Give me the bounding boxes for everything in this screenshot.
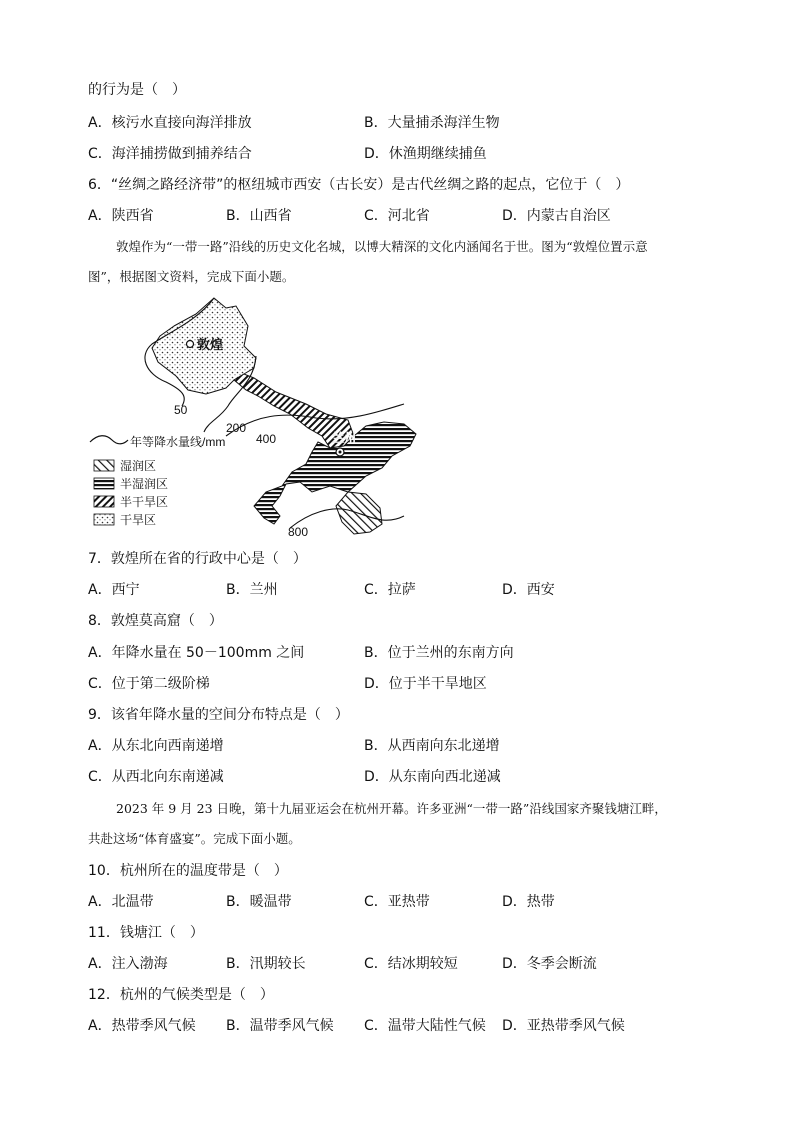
- city-label-dunhuang: 敦煌: [197, 337, 224, 352]
- legend-semi-humid-label: 半湿润区: [120, 477, 169, 491]
- q5-option-b: B．大量捕杀海洋生物: [364, 115, 500, 131]
- q8-option-d: D．位于半干旱地区: [364, 676, 487, 692]
- q12-option-d: D．亚热带季风气候: [502, 1018, 625, 1034]
- passage-dunhuang-line1: 敦煌作为“一带一路”沿线的历史文化名城，以博大精深的文化内涵闻名于世。图为“敦煌位置示意: [116, 239, 648, 254]
- q11-option-b: B．汛期较长: [226, 956, 306, 972]
- question-11-stem: 11．钱塘江（ ）: [88, 925, 204, 941]
- isoline-label-400: 400: [256, 432, 277, 446]
- q10-option-b: B．暖温带: [226, 894, 292, 910]
- q10-option-c: C．亚热带: [364, 894, 430, 910]
- q8-option-b: B．位于兰州的东南方向: [364, 645, 514, 661]
- q10-option-d: D．热带: [502, 894, 555, 910]
- question-9-stem: 9．该省年降水量的空间分布特点是（ ）: [88, 707, 349, 723]
- q6-option-d: D．内蒙古自治区: [502, 208, 611, 224]
- q12-option-b: B．温带季风气候: [226, 1018, 334, 1034]
- question-7-stem: 7．敦煌所在省的行政中心是（ ）: [88, 551, 307, 567]
- q7-option-c: C．拉萨: [364, 582, 416, 598]
- q12-option-c: C．温带大陆性气候: [364, 1018, 486, 1034]
- q7-option-d: D．西安: [502, 582, 555, 598]
- q11-option-d: D．冬季会断流: [502, 956, 597, 972]
- q6-option-b: B．山西省: [226, 208, 292, 224]
- passage-dunhuang-line2: 图”，根据图文资料，完成下面小题。: [88, 269, 295, 284]
- passage-hangzhou-line2: 共赴这场“体育盛宴”。完成下面小题。: [88, 831, 301, 846]
- legend-semi-arid-label: 半干旱区: [120, 495, 169, 509]
- q7-option-a: A．西宁: [88, 582, 140, 598]
- question-8-stem: 8．敦煌莫高窟（ ）: [88, 613, 223, 629]
- q9-option-d: D．从东南向西北递减: [364, 769, 501, 785]
- legend-humid-swatch: [94, 460, 114, 471]
- q12-option-a: A．热带季风气候: [88, 1018, 196, 1034]
- q9-option-b: B．从西南向东北递增: [364, 738, 500, 754]
- q5-option-d: D．休渔期继续捕鱼: [364, 146, 487, 162]
- q6-option-a: A．陕西省: [88, 208, 154, 224]
- legend-isoline-label: 年等降水量线/mm: [130, 435, 226, 449]
- dunhuang-marker: [187, 341, 194, 348]
- q9-option-a: A．从东北向西南递增: [88, 738, 224, 754]
- legend-humid-label: 湿润区: [120, 459, 157, 473]
- q7-option-b: B．兰州: [226, 582, 278, 598]
- q5-option-c: C．海洋捕捞做到捕养结合: [88, 146, 252, 162]
- passage-hangzhou-line1: 2023 年 9 月 23 日晚，第十九届亚运会在杭州开幕。许多亚洲“一带一路”沿线国家齐聚钱塘江畔，: [116, 801, 667, 816]
- question-6-stem: 6．“丝绸之路经济带”的枢纽城市西安（古长安）是古代丝绸之路的起点，它位于（ ）: [88, 177, 630, 193]
- question-10-stem: 10．杭州所在的温度带是（ ）: [88, 863, 288, 879]
- question-12-stem: 12．杭州的气候类型是（ ）: [88, 987, 274, 1003]
- question-5-stem: 的行为是（ ）: [88, 82, 186, 98]
- q8-option-a: A．年降水量在 50－100mm 之间: [88, 645, 305, 661]
- q10-option-a: A．北温带: [88, 894, 154, 910]
- dunhuang-location-map: [86, 296, 446, 542]
- q11-option-c: C．结冰期较短: [364, 956, 458, 972]
- legend-semi-arid-swatch: [94, 496, 114, 507]
- legend-arid-swatch: [94, 514, 114, 525]
- legend-semi-humid-swatch: [94, 478, 114, 489]
- city-label-lanzhou: 兰州: [332, 431, 357, 445]
- legend-isoline-symbol: [90, 436, 128, 444]
- q6-option-c: C．河北省: [364, 208, 430, 224]
- q5-option-a: A．核污水直接向海洋排放: [88, 115, 252, 131]
- isoline-label-50: 50: [174, 403, 188, 417]
- legend-arid-label: 干旱区: [120, 513, 157, 527]
- isoline-label-800: 800: [288, 525, 309, 539]
- isoline-label-200: 200: [226, 421, 247, 435]
- q8-option-c: C．位于第二级阶梯: [88, 676, 210, 692]
- q11-option-a: A．注入渤海: [88, 956, 168, 972]
- q9-option-c: C．从西北向东南递减: [88, 769, 224, 785]
